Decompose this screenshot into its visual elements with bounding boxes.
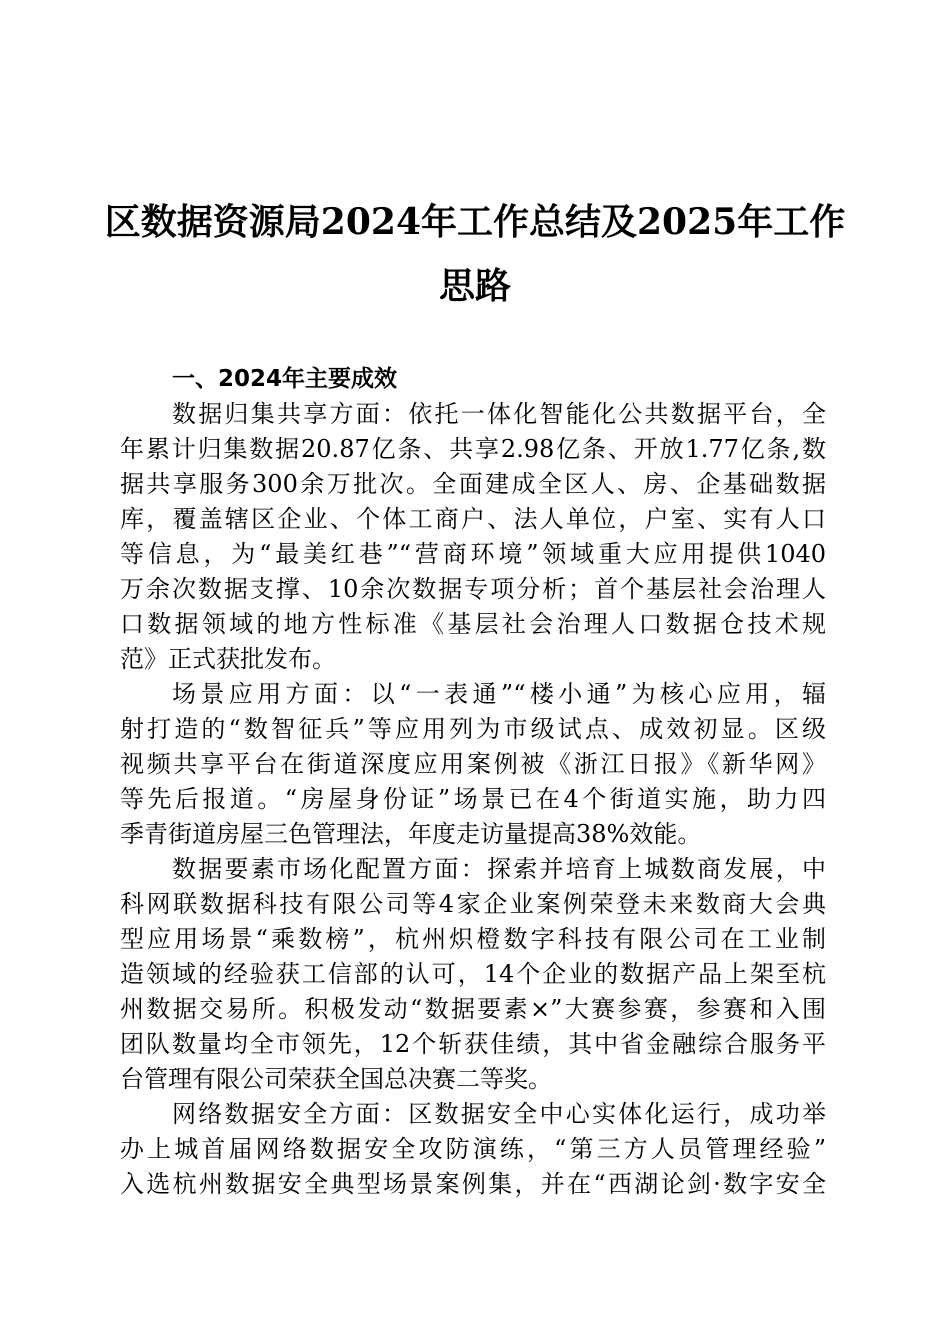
paragraph-data-collection-sharing <box>120 397 826 677</box>
paragraph-line: 州数据交易所。积极发动“数据要素×”大赛参赛，参赛和入围 <box>120 995 826 1023</box>
section-heading: 一、2024年主要成效 <box>172 366 398 392</box>
paragraph-line: 办上城首届网络数据安全攻防演练，“第三方人员管理经验” <box>120 1135 826 1163</box>
paragraph-line: 造领域的经验获工信部的认可，14个企业的数据产品上架至杭 <box>120 960 826 988</box>
paragraph-line: 范》正式获批发布。 <box>120 645 336 673</box>
paragraph-scenario-applications <box>120 677 826 852</box>
paragraph-line: 口数据领域的地方性标准《基层社会治理人口数据仓技术规 <box>120 610 826 638</box>
paragraph-line: 网络数据安全方面：区数据安全中心实体化运行，成功举 <box>172 1100 826 1128</box>
paragraph-data-market-allocation <box>120 852 826 1097</box>
paragraph-line: 据共享服务300余万批次。全面建成全区人、房、企基础数据 <box>120 470 826 498</box>
title-line-2: 思路 <box>438 265 511 307</box>
paragraph-line: 年累计归集数据20.87亿条、共享2.98亿条、开放1.77亿条,数 <box>120 435 826 463</box>
paragraph-line: 科网联数据科技有限公司等4家企业案例荣登未来数商大会典 <box>120 890 826 918</box>
document-body <box>120 362 826 1202</box>
title-line-1: 区数据资源局2024年工作总结及2025年工作 <box>104 201 846 243</box>
paragraph-line: 等先后报道。“房屋身份证”场景已在4个街道实施，助力四 <box>120 785 826 813</box>
paragraph-line: 射打造的“数智征兵”等应用列为市级试点、成效初显。区级 <box>120 715 826 743</box>
paragraph-line: 数据归集共享方面：依托一体化智能化公共数据平台，全 <box>172 400 826 428</box>
paragraph-line: 型应用场景“乘数榜”，杭州炽橙数字科技有限公司在工业制 <box>120 925 826 953</box>
paragraph-line: 季青街道房屋三色管理法，年度走访量提高38%效能。 <box>120 820 702 848</box>
paragraph-line: 数据要素市场化配置方面：探索并培育上城数商发展，中 <box>172 855 826 883</box>
paragraph-line: 团队数量均全市领先，12个斩获佳绩，其中省金融综合服务平 <box>120 1030 826 1058</box>
paragraph-line: 等信息，为“最美红巷”“营商环境”领域重大应用提供1040 <box>120 540 826 568</box>
paragraph-line: 入选杭州数据安全典型场景案例集，并在“西湖论剑·数字安全 <box>120 1170 826 1198</box>
paragraph-line: 视频共享平台在街道深度应用案例被《浙江日报》《新华网》 <box>120 750 826 778</box>
document-title <box>100 190 850 318</box>
paragraph-line: 万余次数据支撑、10余次数据专项分析；首个基层社会治理人 <box>120 575 826 603</box>
paragraph-line: 台管理有限公司荣获全国总决赛二等奖。 <box>120 1065 552 1093</box>
paragraph-network-data-security <box>120 1097 826 1202</box>
paragraph-line: 场景应用方面：以“一表通”“楼小通”为核心应用，辐 <box>172 680 826 708</box>
paragraph-line: 库，覆盖辖区企业、个体工商户、法人单位，户室、实有人口 <box>120 505 826 533</box>
